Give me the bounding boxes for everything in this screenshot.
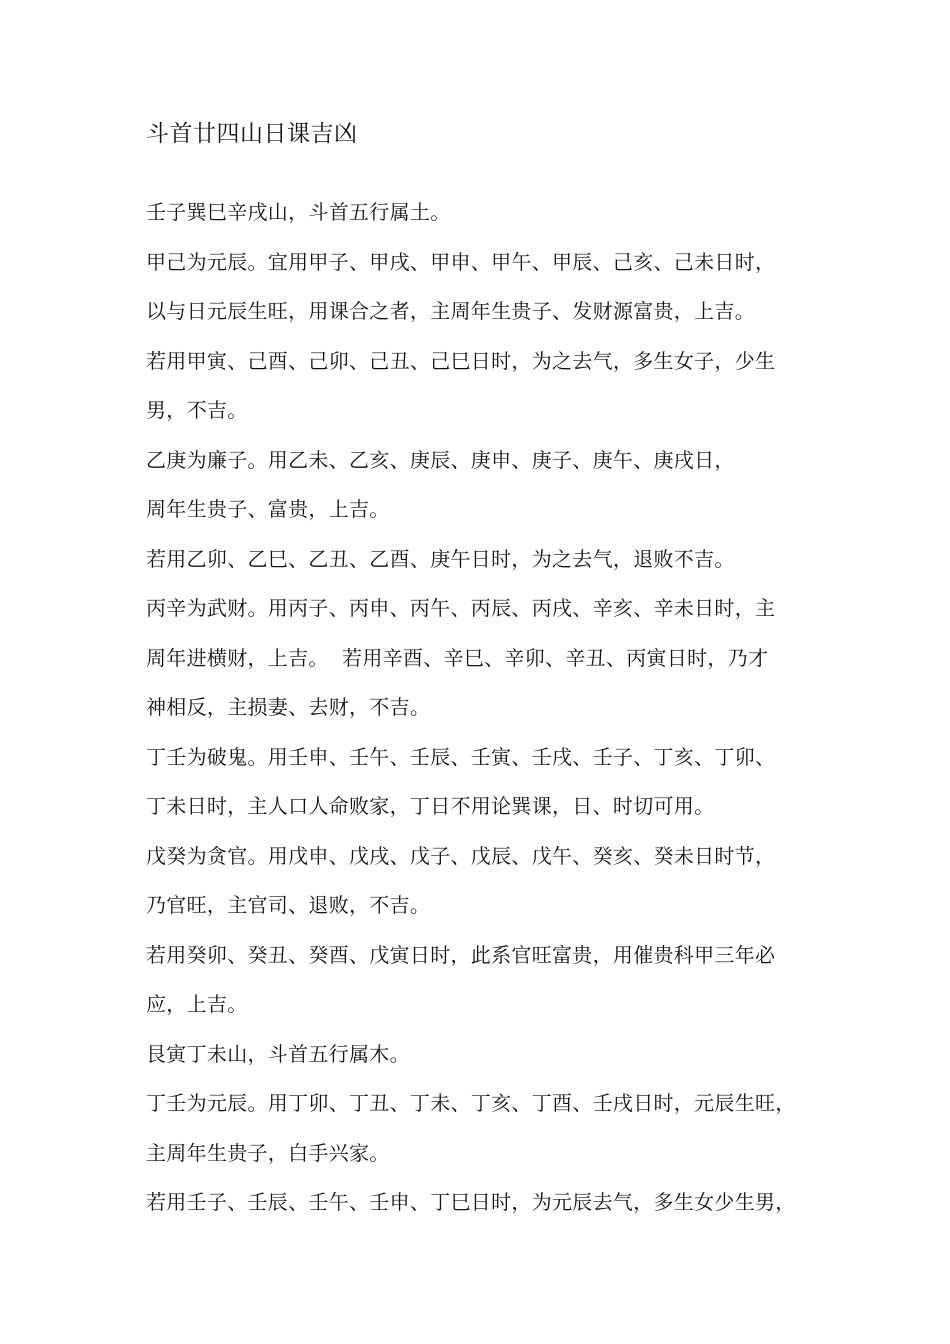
text-line: 若用乙卯、乙巳、乙丑、乙酉、庚午日时，为之去气，退败不吉。 (146, 546, 735, 571)
text-line: 周年生贵子、富贵，上吉。 (146, 497, 390, 521)
text-line: 戊癸为贪官。用戊申、戊戌、戊子、戊辰、戊午、癸亥、癸未日时节， (146, 843, 776, 868)
text-line: 男，不吉。 (146, 398, 248, 422)
text-line: 甲己为元辰。宜用甲子、甲戌、甲申、甲午、甲辰、己亥、己未日时， (146, 249, 776, 274)
text-line: 乃官旺，主官司、退败，不吉。 (146, 893, 431, 917)
text-line: 乙庚为廉子。用乙未、乙亥、庚辰、庚申、庚子、庚午、庚戌日， (146, 447, 735, 472)
text-line: 丁壬为元辰。用丁卯、丁丑、丁未、丁亥、丁酉、壬戌日时，元辰生旺， (146, 1091, 796, 1115)
text-line: 丙辛为武财。用丙子、丙申、丙午、丙辰、丙戌、辛亥、辛未日时，主 (146, 596, 776, 620)
document-body (146, 192, 811, 1232)
text-line: 壬子巽巳辛戌山，斗首五行属土。 (146, 200, 451, 224)
text-line: 应，上吉。 (146, 992, 248, 1016)
document-title: 斗首廿四山日课吉凶 (146, 121, 358, 147)
text-line: 丁壬为破鬼。用壬申、壬午、壬辰、壬寅、壬戌、壬子、丁亥、丁卯、 (146, 744, 776, 769)
text-line: 若用甲寅、己酉、己卯、己丑、己巳日时，为之去气，多生女子，少生 (146, 348, 776, 373)
text-line: 以与日元辰生旺，用课合之者，主周年生贵子、发财源富贵，上吉。 (146, 299, 755, 323)
text-line: 若用壬子、壬辰、壬午、壬申、丁巳日时，为元辰去气，多生女少生男， (146, 1190, 796, 1214)
text-line: 艮寅丁未山，斗首五行属木。 (146, 1041, 410, 1066)
text-line: 若用癸卯、癸丑、癸酉、戊寅日时，此系官旺富贵，用催贵科甲三年必 (146, 942, 776, 967)
text-line: 神相反，主损妻、去财，不吉。 (146, 695, 431, 719)
text-line: 周年进横财，上吉。 若用辛酉、辛巳、辛卯、辛丑、丙寅日时，乃才 (146, 645, 769, 670)
text-line: 主周年生贵子，白手兴家。 (146, 1140, 390, 1165)
text-line: 丁未日时，主人口人命败家，丁日不用论巽课，日、时切可用。 (146, 794, 715, 818)
